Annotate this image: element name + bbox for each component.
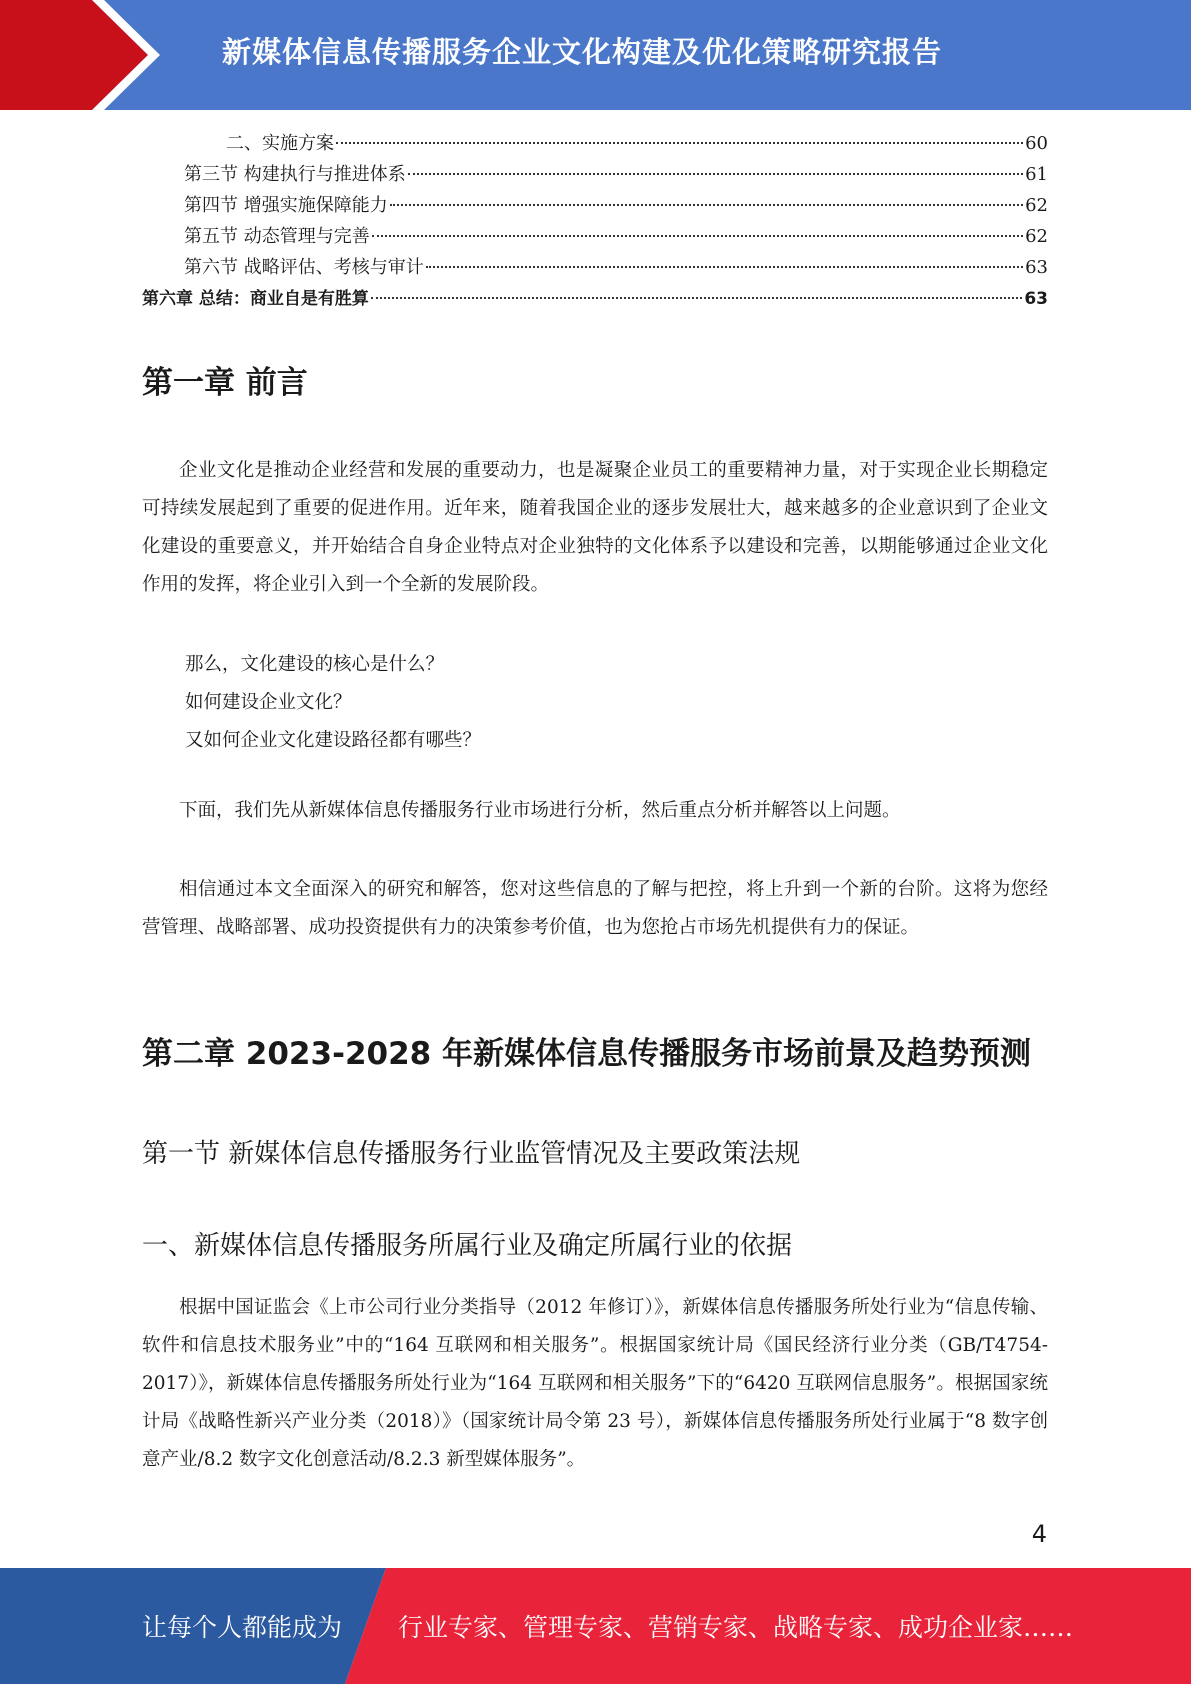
toc-leader	[390, 204, 1023, 206]
chapter-2-paragraph-1: 根据中国证监会《上市公司行业分类指导（2012 年修订）》，新媒体信息传播服务所处行业为“信息传输、软件和信息技术服务业”中的“164 互联网和相关服务”。根据国家统计局《国民经济行业分类（GB/T4754-2017）》，新媒体信息传播服务所处行业为“164 互联网和相关服务”下的“6420 互联网信息服务”。根据国家统计局《战略性新兴产业分类（2018）》（国家统计局令第 23 号），新媒体信息传播服务所处行业属于“8 数字创意产业/8.2 数字文化创意活动/8.2.3 新型媒体服务”。	[142, 1297, 1048, 1470]
toc-entry-page: 62	[1025, 226, 1048, 247]
toc-leader	[426, 266, 1023, 268]
page-number: 4	[1031, 1520, 1047, 1548]
toc-entry-page: 63	[1025, 257, 1048, 278]
toc-entry[interactable]	[142, 253, 1048, 284]
chapter-2-heading: 第二章 2023-2028 年新媒体信息传播服务市场前景及趋势预测	[142, 1036, 1032, 1072]
subsection-1-heading: 一、新媒体信息传播服务所属行业及确定所属行业的依据	[142, 1231, 793, 1261]
toc-leader	[372, 235, 1023, 237]
toc-entry-chapter[interactable]	[142, 284, 1048, 315]
question-2: 如何建设企业文化？	[185, 692, 352, 713]
chapter-1-paragraph-3: 相信通过本文全面深入的研究和解答，您对这些信息的了解与把控，将上升到一个新的台阶。这将为您经营管理、战略部署、成功投资提供有力的决策参考价值，也为您抢占市场先机提供有力的保证。	[142, 879, 1048, 938]
toc-leader	[336, 142, 1023, 144]
page-footer	[0, 1568, 1191, 1684]
page-header	[0, 0, 1191, 110]
footer-slogan-left: 让每个人都能成为	[142, 1613, 343, 1642]
toc-entry[interactable]	[142, 191, 1048, 222]
toc-entry-label: 第四节 增强实施保障能力	[184, 195, 388, 216]
toc-entry-page: 62	[1025, 195, 1048, 216]
toc-entry-label: 第五节 动态管理与完善	[184, 226, 370, 247]
chapter-1-paragraph-2: 下面，我们先从新媒体信息传播服务行业市场进行分析，然后重点分析并解答以上问题。	[179, 800, 901, 821]
section-1-heading: 第一节 新媒体信息传播服务行业监管情况及主要政策法规	[142, 1139, 801, 1169]
report-title: 新媒体信息传播服务企业文化构建及优化策略研究报告	[222, 35, 943, 69]
toc-entry[interactable]	[142, 160, 1048, 191]
question-3: 又如何企业文化建设路径都有哪些？	[185, 730, 482, 751]
toc-entry-label: 二、实施方案	[226, 133, 334, 154]
toc-leader	[371, 297, 1022, 299]
toc-entry[interactable]	[142, 129, 1048, 160]
chapter-1-heading: 第一章 前言	[142, 365, 308, 401]
footer-slogan-right: 行业专家、管理专家、营销专家、战略专家、成功企业家……	[398, 1613, 1074, 1642]
toc-entry-label: 第六章 总结：商业自是有胜算	[142, 289, 369, 309]
toc-entry-page: 61	[1025, 164, 1048, 185]
toc-entry-page: 63	[1024, 289, 1048, 309]
table-of-contents	[142, 129, 1048, 315]
chapter-1-paragraph-1: 企业文化是推动企业经营和发展的重要动力，也是凝聚企业员工的重要精神力量，对于实现企业长期稳定可持续发展起到了重要的促进作用。近年来，随着我国企业的逐步发展壮大，越来越多的企业意识到了企业文化建设的重要意义，并开始结合自身企业特点对企业独特的文化体系予以建设和完善，以期能够通过企业文化作用的发挥，将企业引入到一个全新的发展阶段。	[142, 460, 1048, 595]
toc-leader	[408, 173, 1023, 175]
toc-entry-label: 第六节 战略评估、考核与审计	[184, 257, 424, 278]
toc-entry-label: 第三节 构建执行与推进体系	[184, 164, 406, 185]
toc-entry[interactable]	[142, 222, 1048, 253]
toc-entry-page: 60	[1025, 133, 1048, 154]
question-1: 那么，文化建设的核心是什么？	[185, 654, 445, 675]
